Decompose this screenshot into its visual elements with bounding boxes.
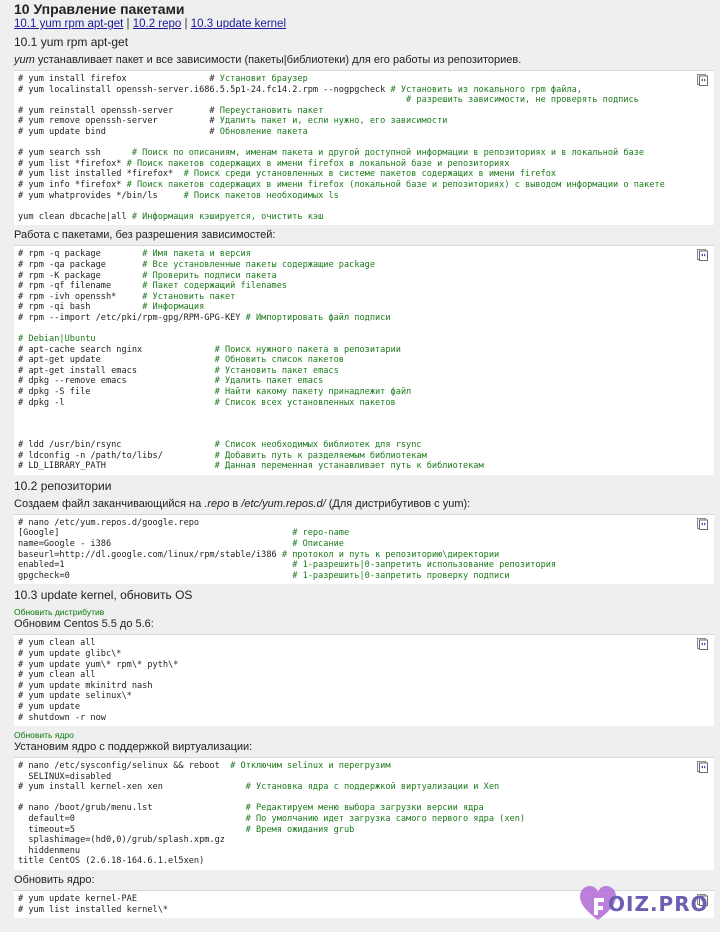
code-line: # yum update glibc\* (18, 648, 122, 659)
code-line: # yum list *firefox* # Поиск пакетов содержащих в имени firefox в локальной базе и репозиториях (18, 158, 510, 169)
code-line: # apt-cache search nginx # Поиск нужного пакета в репозитарии (18, 344, 401, 355)
code-line: # yum list installed kernel\* (18, 904, 169, 915)
code-line: yum clean dbcache|all # Информация кэшируется, очистить кэш (18, 211, 324, 222)
code-line: title CentOS (2.6.18-164.6.1.el5xen) (18, 856, 205, 867)
logo-text: OIZ.PRO (608, 892, 709, 916)
code-line: gpgcheck=0 # 1-разрешить|0-запретить проверку подписи (18, 570, 510, 581)
copy-code-icon[interactable] (697, 761, 708, 773)
code-line: hiddenmenu (18, 845, 81, 856)
code-line: # yum search ssh # Поиск по описаниям, именам пакета и другой доступной информации в репозиториях и в локальной базе (18, 148, 645, 159)
code-line (18, 793, 710, 804)
code-line: # yum clean all (18, 638, 96, 649)
intro-emphasis: /etc/yum.repos.d/ (241, 497, 326, 510)
code-line: # apt-get install emacs # Установить пакет emacs (18, 365, 339, 376)
code-line: # yum update (18, 701, 81, 712)
table-of-contents (14, 17, 714, 31)
intro-text: (Для дистрибутивов с yum): (325, 497, 471, 510)
code-line: # разрешить зависимости, не проверять подпись (406, 95, 639, 106)
code-line (18, 408, 710, 419)
code-line (18, 201, 710, 212)
section-label-kernel: Обновить ядро: (14, 874, 95, 887)
code-line: # dpkg --remove emacs # Удалить пакет emacs (18, 376, 324, 387)
intro-text: Создаем файл заканчивающийся на (14, 497, 205, 510)
code-line: # Debian|Ubuntu (18, 334, 96, 345)
code-line: # yum update selinux\* (18, 691, 132, 702)
toc-separator: | (126, 18, 130, 30)
intro-text: устанавливает пакет и все зависимости (пакеты|библиотеки) для его работы из репозиториев. (34, 54, 522, 66)
code-line: # yum info *firefox* # Поиск пакетов содержащих в имени firefox (локальной базе и репозиториях) с выводом информации о пакете (18, 179, 665, 190)
page-title: 10 Управление пакетами (14, 1, 185, 17)
section-heading-update: 10.3 update kernel, обновить OS (14, 588, 193, 603)
code-line: # rpm -ivh openssh* # Установить пакет (18, 291, 236, 302)
code-line: [Google] # repo-name (18, 528, 350, 539)
code-line: splashimage=(hd0,0)/grub/splash.xpm.gz (18, 835, 225, 846)
section-heading-repo: 10.2 репозитории (14, 478, 112, 493)
code-line: # dpkg -S file # Найти какому пакету принадлежит файл (18, 387, 412, 398)
intro-text: в (229, 497, 242, 510)
code-line: # yum list installed *firefox* # Поиск среди установленных в системе пакетов содержащих в имени firefox (18, 169, 557, 180)
code-line: # nano /etc/yum.repos.d/google.repo (18, 517, 200, 528)
code-line: # LD_LIBRARY_PATH # Данная переменная устанавливает путь к библиотекам (18, 461, 484, 472)
toc-link-2[interactable]: 10.2 repo (132, 18, 182, 30)
code-line: # rpm -qa package # Все установленные пакеты содержащие package (18, 259, 376, 270)
update-kernel-link[interactable]: Обновить ядро (14, 730, 74, 741)
code-block-yum[interactable] (14, 70, 714, 225)
code-block-rpm[interactable] (14, 245, 714, 474)
toc-link-1[interactable]: 10.1 yum rpm apt-get (14, 18, 124, 30)
code-line: # rpm -qi bash # Информация (18, 302, 205, 313)
code-line: # ldd /usr/bin/rsync # Список необходимых библиотек для rsync (18, 440, 422, 450)
code-block-repo[interactable] (14, 514, 714, 585)
site-logo (578, 882, 718, 928)
code-line: # shutdown -r now (18, 712, 106, 723)
section-label-centos: Обновим Centos 5.5 до 5.6: (14, 618, 154, 631)
code-line: # rpm -K package # Проверить подписи пакета (18, 270, 277, 281)
code-line: # rpm -qf filename # Пакет содержащий filenames (18, 281, 288, 292)
code-line: timeout=5 # Время ожидания grub (18, 824, 355, 835)
code-line: # yum install firefox # Установит браузер (18, 74, 308, 84)
code-line: # yum update mkinitrd nash (18, 680, 153, 691)
code-line: baseurl=http://dl.google.com/linux/rpm/stable/i386 # протокол и путь к репозиторию\директории (18, 549, 500, 560)
update-distro-link[interactable]: Обновить дистрибутив (14, 607, 105, 618)
code-line: # dpkg -l # Список всех установленных пакетов (18, 397, 396, 408)
code-line (18, 419, 710, 430)
intro-emphasis: yum (14, 54, 35, 66)
code-line: # yum update bind # Обновление пакета (18, 126, 308, 137)
section-sublabel-rpm: Работа с пакетами, без разрешения зависимостей: (14, 229, 276, 242)
section-label-xen: Установим ядро с поддержкой виртуализации: (14, 741, 253, 754)
code-block-xen[interactable] (14, 757, 714, 870)
code-line: # yum remove openssh-server # Удалить пакет и, если нужно, его зависимости (18, 116, 448, 127)
section-intro-repo (14, 497, 714, 511)
code-line: default=0 # По умолчанию идет загрузка самого первого ядра (xen) (18, 814, 526, 825)
code-line: name=Google - i386 # Описание (18, 538, 344, 549)
copy-code-icon[interactable] (697, 518, 708, 530)
toc-separator: | (184, 18, 188, 30)
code-line: # yum localinstall openssh-server.i686.5.5p1-24.fc14.2.rpm --nogpgcheck # Установить из локального rpm файла, (18, 84, 582, 95)
code-line (18, 138, 710, 149)
code-line: # yum whatprovides */bin/ls # Поиск пакетов необходимых ls (18, 190, 339, 201)
section-heading-yum: 10.1 yum rpm apt-get (14, 35, 129, 49)
copy-code-icon[interactable] (697, 74, 708, 86)
code-line: # apt-get update # Обновить список пакетов (18, 355, 344, 366)
section-intro-yum (14, 53, 714, 67)
code-line: # yum clean all (18, 670, 96, 681)
code-line: # nano /boot/grub/menu.lst # Редактируем меню выбора загрузки версии ядра (18, 803, 484, 814)
code-line: # nano /etc/sysconfig/selinux && reboot # Отключим selinux и перегрузим (18, 761, 391, 772)
code-line (18, 323, 710, 334)
code-line: SELINUX=disabled (18, 771, 112, 782)
code-line: # rpm -q package # Имя пакета и версия (18, 249, 251, 260)
copy-code-icon[interactable] (697, 638, 708, 650)
code-line: # rpm --import /etc/pki/rpm-gpg/RPM-GPG-KEY # Импортировать файл подписи (18, 312, 391, 323)
toc-link-3[interactable]: 10.3 update kernel (190, 18, 287, 30)
intro-emphasis: .repo (204, 497, 230, 510)
code-line: enabled=1 # 1-разрешить|0-запретить использование репозитория (18, 560, 557, 571)
code-line: # yum reinstall openssh-server # Переустановить пакет (18, 105, 324, 116)
code-line: # yum update kernel-PAE (18, 894, 137, 905)
code-line: # yum install kernel-xen xen # Установка ядра с поддержкой виртуализации и Xen (18, 782, 500, 793)
code-line (18, 429, 710, 440)
code-line: # yum update yum\* rpm\* pyth\* (18, 659, 179, 670)
code-line: # ldconfig -n /path/to/libs/ # Добавить путь к разделяемым библиотекам (18, 450, 427, 461)
code-block-centos[interactable] (14, 634, 714, 726)
copy-code-icon[interactable] (697, 249, 708, 261)
